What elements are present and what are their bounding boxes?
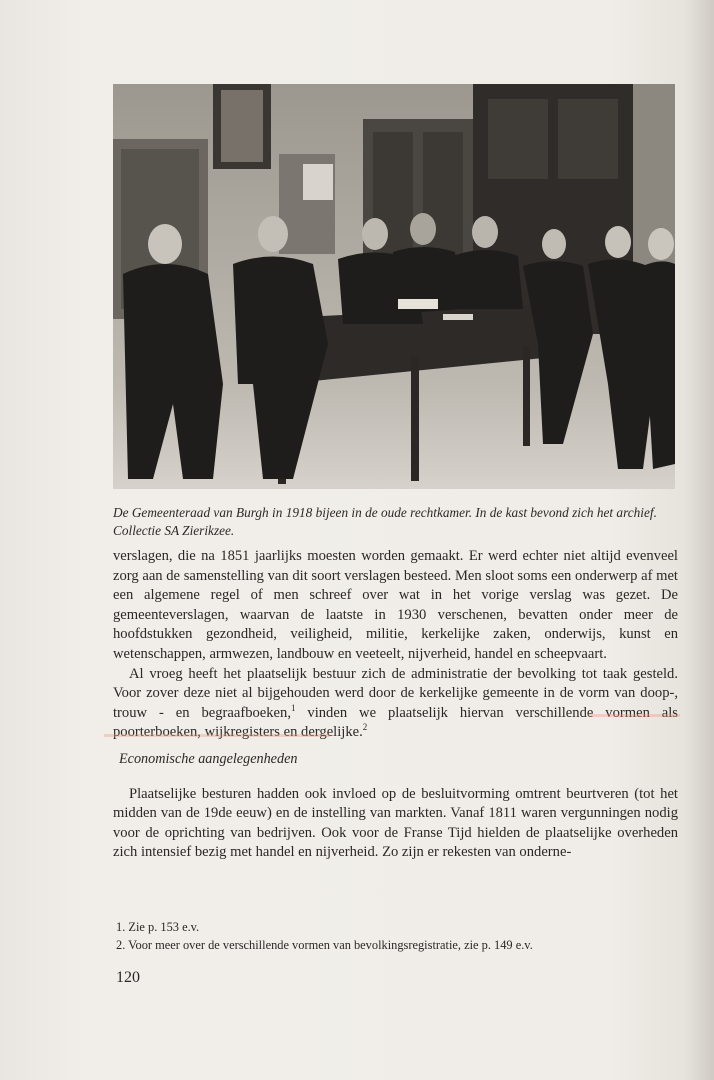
paragraph-2-part-b: vinden we plaatselijk hiervan verschillende vormen als poorterboeken, wijkregisters en dergelijke. bbox=[113, 704, 678, 741]
page-spine-shadow bbox=[684, 0, 714, 1080]
section-heading: Economische aangelegenheden bbox=[119, 751, 298, 767]
footnote-1: 1. Zie p. 153 e.v. bbox=[116, 920, 200, 934]
paragraph-2 bbox=[113, 665, 678, 743]
council-photo bbox=[113, 84, 675, 489]
highlight-mark-1 bbox=[588, 714, 680, 717]
footnote-2: 2. Voor meer over de verschillende vormen van bevolkingsregistratie, zie p. 149 e.v. bbox=[116, 938, 533, 952]
body-text-bottom bbox=[113, 770, 678, 878]
footnote-ref-2[interactable]: 2 bbox=[362, 722, 368, 733]
highlight-mark-2 bbox=[104, 734, 330, 737]
photo-caption: De Gemeenteraad van Burgh in 1918 bijeen in de oude rechtkamer. In de kast bevond zich het archief. Collectie SA Zierikzee. bbox=[113, 505, 657, 538]
council-photo-drawing bbox=[113, 84, 675, 489]
footnote-ref-1[interactable]: 1 bbox=[290, 702, 296, 713]
page-number: 120 bbox=[116, 969, 140, 986]
bleed-through-text bbox=[590, 866, 678, 946]
paragraph-1: verslagen, die na 1851 jaarlijks moesten worden gemaakt. Er werd echter niet altijd evenveel zorg aan de samenstelling van dit soort verslagen besteed. Men sloot soms een onderwerp af met een algemene regel of men schreef over wat in het vorige verslag was gezet. De gemeenteverslagen, waarvan de laatste in 1930 verschenen, bevatten onder meer de hoofdstukken gezondheid, veiligheid, militie, kerkelijke zaken, onderwijs, kunst en wetenschappen, armwezen, landbouw en veeteelt, nijverheid, handel en scheepvaart. bbox=[113, 548, 678, 662]
paragraph-2-part-a: Al vroeg heeft het plaatselijk bestuur zich de administratie der bevolking tot taak gesteld. Voor zover deze niet al bijgehouden werd door de kerkelijke gemeente in de vorm van doop-, trouw - en begraafboeken, bbox=[113, 665, 678, 721]
paragraph-3: Plaatselijke besturen hadden ook invloed op de besluitvorming omtrent beurtveren (tot het midden van de 19de eeuw) en de instelling van markten. Vanaf 1811 waren vergunningen nodig voor de oprichting van bedrijven. Ook voor de Franse Tijd hielden de plaatselijke overheden zich intensief bezig met handel en nijverheid. Zo zijn er rekesten van onderne- bbox=[113, 785, 678, 861]
